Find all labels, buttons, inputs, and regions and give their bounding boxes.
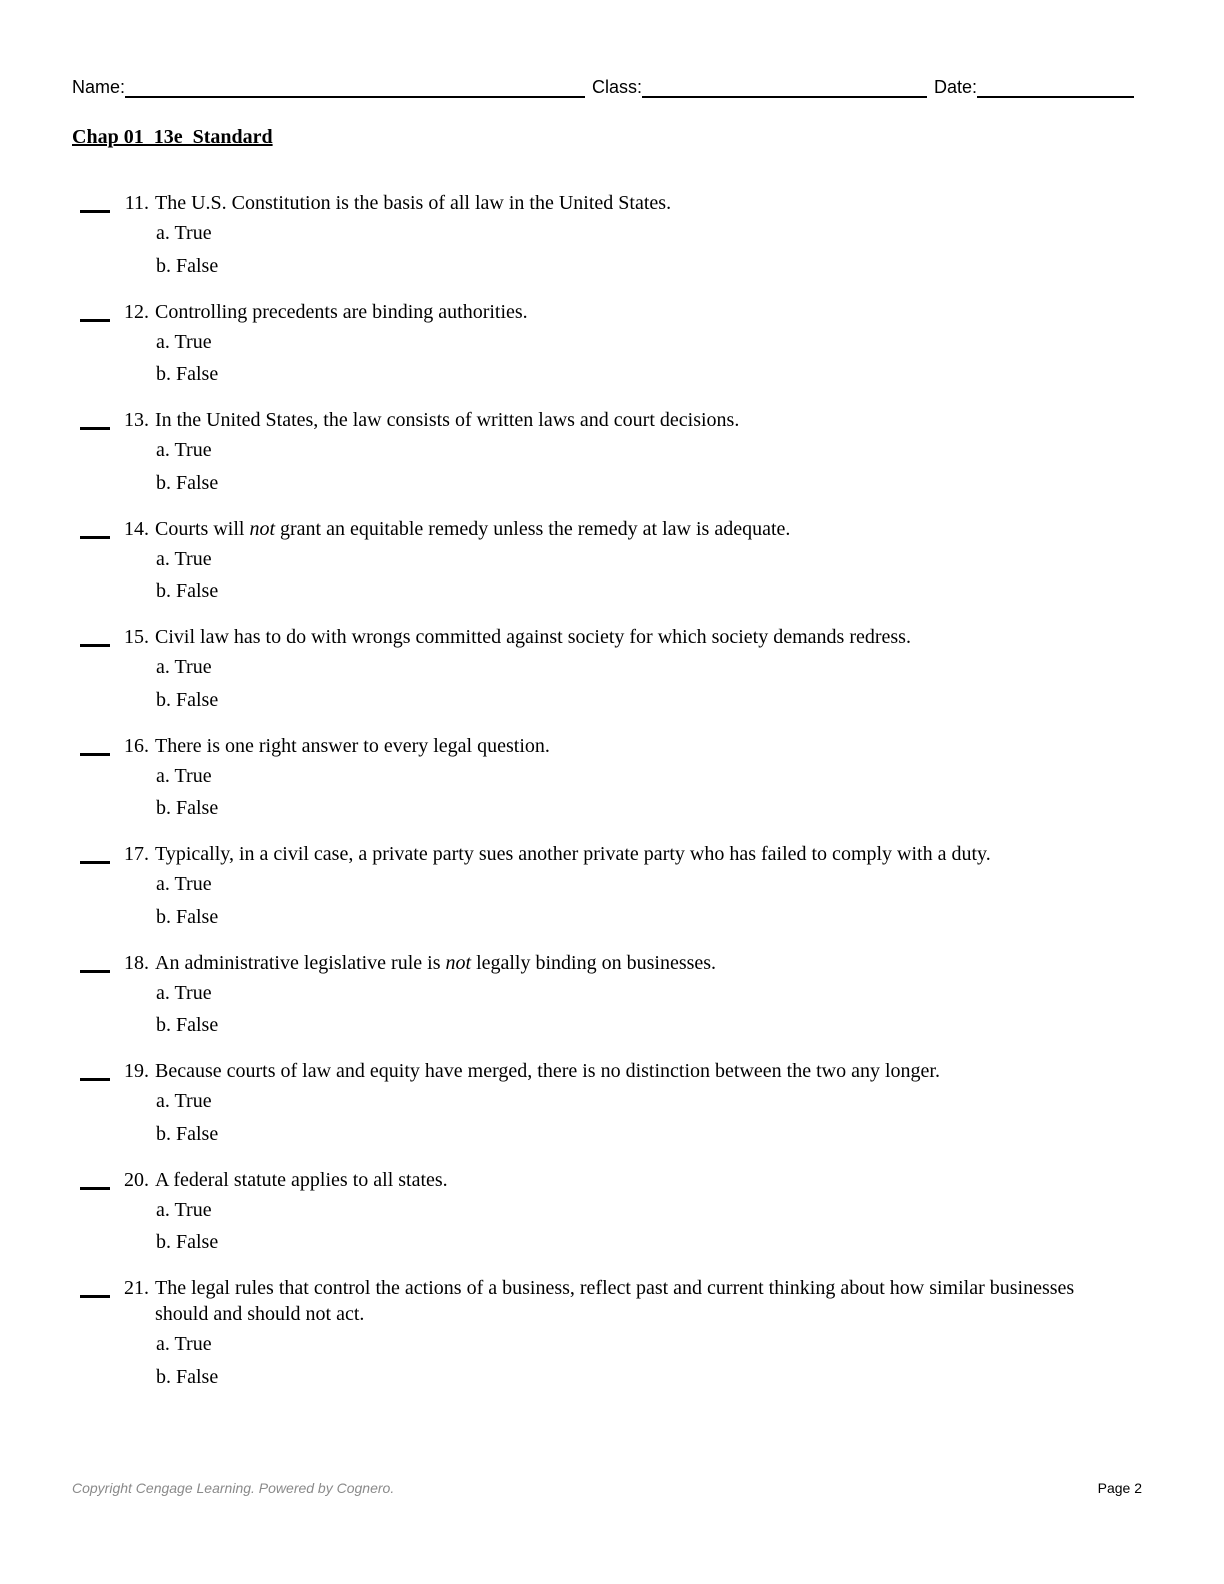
question-list (0, 188, 1224, 1413)
answer-options (156, 1197, 218, 1262)
name-blank-line[interactable] (125, 76, 585, 98)
question-number: 11. (124, 192, 149, 214)
question-text: A federal statute applies to all states. (155, 1168, 448, 1191)
question-12 (0, 297, 1224, 406)
answer-options (156, 654, 218, 719)
question-text-start: An administrative legislative rule is (155, 951, 446, 974)
question-11 (0, 188, 1224, 297)
question-number: 18. (124, 951, 149, 974)
question-17 (0, 839, 1224, 948)
question-14 (0, 514, 1224, 623)
date-label: Date: (934, 77, 978, 97)
question-19 (0, 1056, 1224, 1165)
question-number: 12. (124, 300, 149, 323)
question-15 (0, 622, 1224, 731)
answer-blank[interactable] (80, 427, 110, 430)
question-number: 13. (124, 409, 149, 431)
student-info-header (72, 72, 1142, 98)
option-true[interactable]: a. True (156, 330, 212, 353)
question-text (155, 516, 1075, 542)
date-field (934, 76, 1134, 98)
question-13 (0, 405, 1224, 514)
option-false[interactable]: b. False (156, 905, 219, 928)
option-true[interactable]: a. True (156, 439, 212, 461)
answer-options (156, 1088, 218, 1153)
answer-options (156, 546, 218, 611)
option-false[interactable]: b. False (156, 363, 219, 385)
question-text: Because courts of law and equity have merged, there is no distinction between the two any longer. (155, 1060, 940, 1082)
answer-options (156, 763, 218, 828)
answer-blank[interactable] (80, 1187, 110, 1190)
question-number: 21. (124, 1277, 149, 1299)
question-text: Typically, in a civil case, a private party sues another private party who has failed to comply with a duty. (155, 843, 991, 865)
question-18 (0, 948, 1224, 1057)
question-text: There is one right answer to every legal question. (155, 734, 550, 757)
question-text: Civil law has to do with wrongs committed against society for which society demands redress. (155, 626, 911, 648)
answer-options (156, 980, 218, 1045)
option-false[interactable]: b. False (156, 1014, 219, 1036)
answer-blank[interactable] (80, 861, 110, 864)
option-true[interactable]: a. True (156, 547, 212, 570)
option-false[interactable]: b. False (156, 580, 219, 602)
answer-options (156, 329, 218, 394)
option-true[interactable]: a. True (156, 1090, 212, 1112)
question-text-end: grant an equitable remedy unless the remedy at law is adequate. (275, 517, 791, 540)
question-number: 14. (124, 517, 149, 540)
question-text: In the United States, the law consists of written laws and court decisions. (155, 409, 740, 431)
question-text: The U.S. Constitution is the basis of all law in the United States. (155, 192, 672, 214)
question-number: 17. (124, 843, 149, 865)
answer-blank[interactable] (80, 644, 110, 647)
question-21 (0, 1273, 1224, 1413)
answer-blank[interactable] (80, 210, 110, 213)
option-false[interactable]: b. False (156, 471, 219, 494)
option-false[interactable]: b. False (156, 254, 219, 277)
option-true[interactable]: a. True (156, 1333, 212, 1355)
option-true[interactable]: a. True (156, 981, 212, 1004)
question-text (155, 950, 1075, 976)
question-16 (0, 731, 1224, 840)
option-false[interactable]: b. False (156, 1365, 219, 1388)
name-field (72, 76, 585, 98)
answer-options (156, 1331, 218, 1396)
name-label: Name: (72, 77, 126, 97)
answer-options (156, 871, 218, 936)
question-text-start: Courts will (155, 517, 250, 540)
option-true[interactable]: a. True (156, 1198, 212, 1221)
answer-blank[interactable] (80, 536, 110, 539)
document-title: Chap 01_13e_Standard (72, 126, 273, 148)
question-number: 15. (124, 626, 149, 648)
option-false[interactable]: b. False (156, 688, 219, 711)
answer-blank[interactable] (80, 319, 110, 322)
question-20 (0, 1165, 1224, 1274)
date-blank-line[interactable] (977, 76, 1134, 98)
emphasis-not: not (445, 951, 472, 974)
option-false[interactable]: b. False (156, 797, 219, 819)
answer-blank[interactable] (80, 1078, 110, 1081)
answer-options (156, 220, 218, 285)
copyright-notice: Copyright Cengage Learning. Powered by Cognero. (72, 1480, 395, 1496)
emphasis-not: not (249, 517, 276, 540)
class-field (592, 76, 927, 98)
answer-options (156, 437, 218, 502)
answer-blank[interactable] (80, 1295, 110, 1298)
answer-blank[interactable] (80, 970, 110, 973)
option-true[interactable]: a. True (156, 222, 212, 244)
class-label: Class: (592, 77, 643, 97)
option-true[interactable]: a. True (156, 873, 212, 895)
option-true[interactable]: a. True (156, 764, 212, 787)
question-number: 20. (124, 1168, 149, 1191)
page-number: Page 2 (1097, 1480, 1142, 1496)
class-blank-line[interactable] (642, 76, 927, 98)
page-footer (72, 1480, 1142, 1496)
answer-blank[interactable] (80, 753, 110, 756)
question-number: 19. (124, 1060, 149, 1082)
question-number: 16. (124, 734, 149, 757)
question-text: The legal rules that control the actions of a business, reflect past and current thinking about how similar businesses should and should not act. (155, 1277, 1075, 1325)
option-true[interactable]: a. True (156, 656, 212, 678)
option-false[interactable]: b. False (156, 1231, 219, 1253)
question-text-end: legally binding on businesses. (471, 951, 717, 974)
option-false[interactable]: b. False (156, 1122, 219, 1145)
question-text: Controlling precedents are binding authorities. (155, 300, 528, 323)
